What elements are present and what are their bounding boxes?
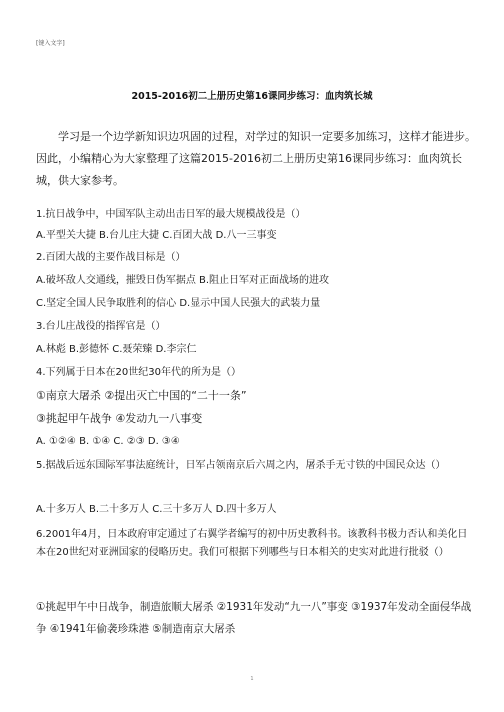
q1-options: A.平型关大捷 B.台儿庄大捷 C.百团大战 D.八一三事变 <box>36 230 277 241</box>
q6-items: ①挑起甲午中日战争，制造旅顺大屠杀 ②1931年发动“九一八”事变 ③1937年发动全面侵华战争 ④1941年偷袭珍珠港 ⑤制造南京大屠杀 <box>36 601 472 635</box>
q2-stem: 2.百团大战的主要作战目标是（） <box>36 252 186 263</box>
q5-options: A.十多万人 B.二十多万人 C.三十多万人 D.四十多万人 <box>36 504 277 515</box>
q4-options: A. ①②④ B. ①④ C. ②③ D. ③④ <box>36 436 180 447</box>
q2-options-1: A.破坏敌人交通线，摧毁日伪军据点 B.阻止日军对正面战场的进攻 <box>36 275 330 286</box>
q5-stem: 5.据战后远东国际军事法庭统计，日军占领南京后六周之内，屠杀手无寸铁的中国民众达（） <box>36 460 446 471</box>
header-placeholder: [键入文字] <box>36 40 65 47</box>
q4-items-2: ③挑起甲午战争 ④发动九一八事变 <box>36 412 203 425</box>
page-number: 1 <box>250 676 254 682</box>
q4-stem: 4.下列属于日本在20世纪30年代的所为是（） <box>36 367 241 378</box>
q3-stem: 3.台儿庄战役的指挥官是（） <box>36 321 166 332</box>
q1-stem: 1.抗日战争中，中国军队主动出击日军的最大规模战役是（） <box>36 209 306 220</box>
q2-options-2: C.坚定全国人民争取胜利的信心 D.显示中国人民强大的武装力量 <box>36 298 321 309</box>
q6-stem: 6.2001年4月，日本政府审定通过了右翼学者编写的初中历史教科书。该教科书极力否认和美化日本在20世纪对亚洲国家的侵略历史。我们可根据下列哪些与日本相关的史实对此进行批驳（） <box>36 529 468 558</box>
intro-paragraph: 学习是一个边学新知识边巩固的过程，对学过的知识一定要多加练习，这样才能进步。因此，小编精心为大家整理了这篇2015-2016初二上册历史第16课同步练习：血肉筑长城，供大家参考。 <box>36 130 476 187</box>
q3-options: A.林彪 B.彭德怀 C.聂荣臻 D.李宗仁 <box>36 344 197 355</box>
page-title: 2015-2016初二上册历史第16课同步练习：血肉筑长城 <box>131 91 373 102</box>
q4-items-1: ①南京大屠杀 ②提出灭亡中国的“二十一条” <box>36 389 247 402</box>
